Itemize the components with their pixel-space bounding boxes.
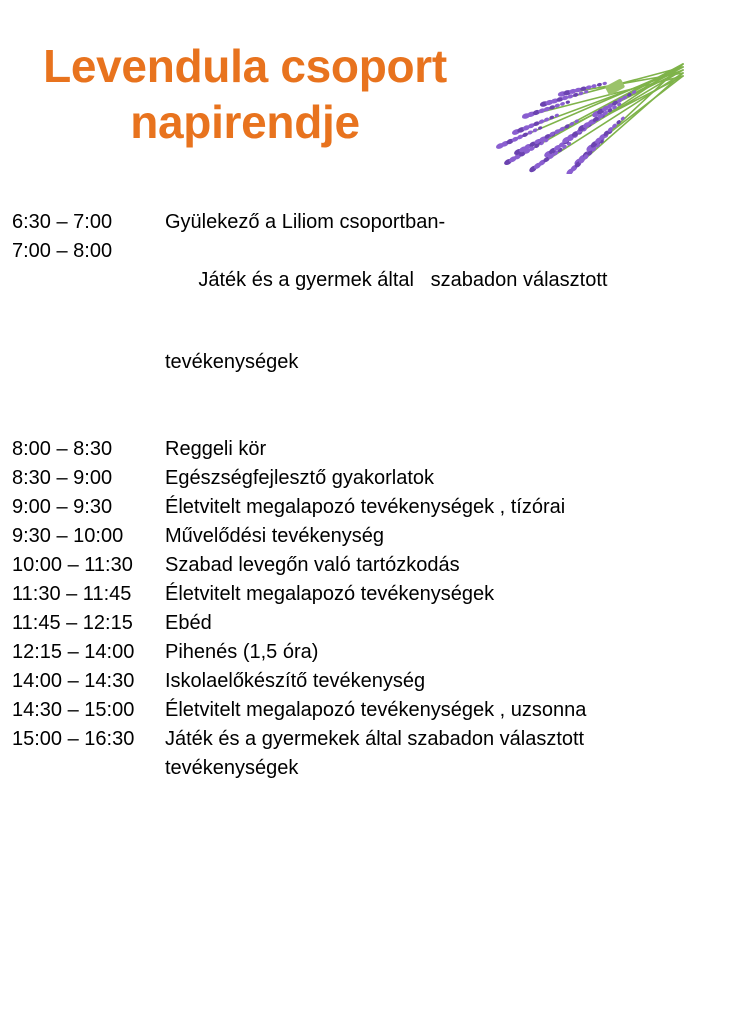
schedule-row: [12, 580, 742, 609]
schedule-row: [12, 435, 742, 464]
schedule-activity: Életvitelt megalapozó tevékenységek , uzsonna: [165, 699, 587, 721]
schedule-list: [12, 208, 742, 783]
schedule-activity: Gyülekező a Liliom csoportban-: [165, 211, 446, 233]
schedule-time: 12:15 – 14:00: [12, 641, 135, 663]
schedule-time: 14:30 – 15:00: [12, 699, 135, 721]
schedule-activity: Játék és a gyermekek által szabadon választott: [165, 728, 585, 750]
schedule-activity: Játék és a gyermek által szabadon választott: [198, 269, 608, 291]
schedule-time: 7:00 – 8:00: [12, 240, 113, 262]
schedule-activity-continued: tevékenységek: [165, 351, 299, 373]
schedule-time: 9:30 – 10:00: [12, 525, 124, 547]
schedule-row: [12, 667, 742, 696]
schedule-activity: Művelődési tevékenység: [165, 525, 385, 547]
schedule-activity: Reggeli kör: [165, 438, 267, 460]
schedule-activity: Szabad levegőn való tartózkodás: [165, 554, 460, 576]
schedule-time: 11:30 – 11:45: [12, 583, 132, 605]
page-title-line-1: Levendula csoport: [43, 40, 447, 92]
schedule-row: [12, 725, 742, 783]
schedule-row: [12, 208, 742, 237]
schedule-activity: Életvitelt megalapozó tevékenységek: [165, 583, 495, 605]
schedule-row: [12, 522, 742, 551]
schedule-activity: Életvitelt megalapozó tevékenységek , tízórai: [165, 496, 566, 518]
schedule-time: 14:00 – 14:30: [12, 670, 135, 692]
schedule-time: 10:00 – 11:30: [12, 554, 133, 576]
schedule-time: 11:45 – 12:15: [12, 612, 133, 634]
schedule-time: 15:00 – 16:30: [12, 728, 135, 750]
page-title: [0, 38, 490, 150]
schedule-time: 6:30 – 7:00: [12, 211, 113, 233]
schedule-row: [12, 638, 742, 667]
lavender-bouquet-icon: [478, 44, 693, 174]
page-title-line-2: napirendje: [130, 96, 360, 148]
schedule-activity: Iskolaelőkészítő tevékenység: [165, 670, 426, 692]
schedule-time: 9:00 – 9:30: [12, 496, 113, 518]
schedule-row: [12, 609, 742, 638]
schedule-activity: Egészségfejlesztő gyakorlatok: [165, 467, 435, 489]
schedule-activity: Pihenés (1,5 óra): [165, 641, 319, 663]
schedule-row: [12, 237, 742, 435]
schedule-row: [12, 696, 742, 725]
schedule-row: [12, 551, 742, 580]
schedule-row: [12, 493, 742, 522]
schedule-time: 8:00 – 8:30: [12, 438, 113, 460]
schedule-activity: Ebéd: [165, 612, 212, 634]
schedule-activity-continued: tevékenységek: [165, 757, 299, 779]
schedule-row: [12, 464, 742, 493]
schedule-time: 8:30 – 9:00: [12, 467, 113, 489]
